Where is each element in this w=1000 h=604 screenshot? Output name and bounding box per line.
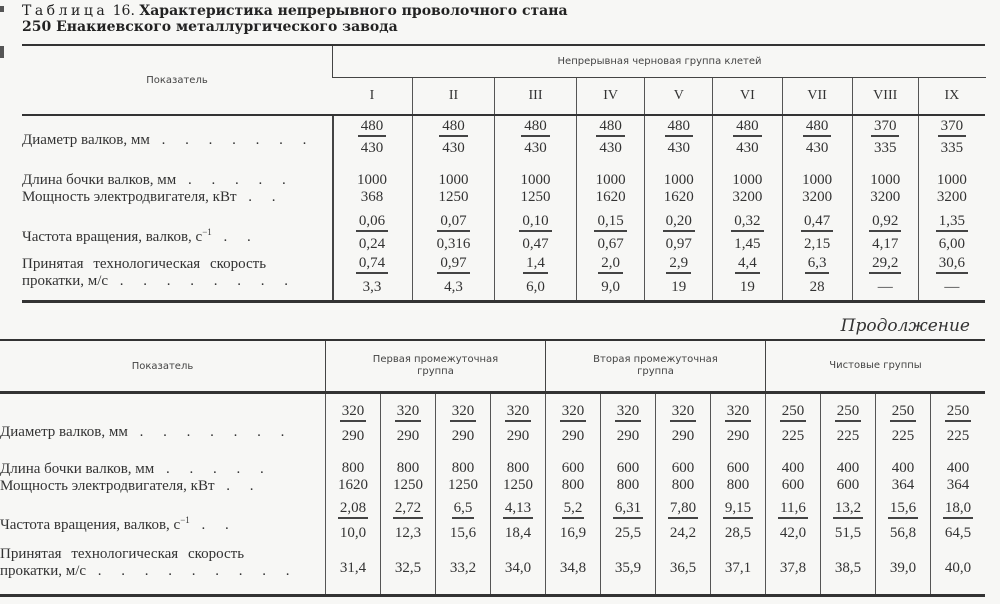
diameter-top [577, 118, 644, 135]
row-label-barrel-length: Длина бочки валков, мм . . . . . [22, 172, 294, 188]
column-header-ii: II [412, 78, 494, 114]
rotation-top [413, 213, 494, 230]
table2 [0, 341, 985, 596]
rotation-top-text: 6,31 [613, 500, 643, 519]
speed: 33,2 [449, 560, 477, 576]
value-column [930, 394, 985, 594]
motor-power: 1250 [448, 477, 478, 493]
value-column [490, 394, 545, 594]
diameter-bottom: 430 [736, 140, 759, 156]
diameter-bottom: 290 [506, 428, 530, 444]
rotation-top-text: 5,2 [562, 500, 585, 519]
table1-group-header: Непрерывная черновая группа клетей [332, 46, 986, 78]
diameter-top [766, 403, 820, 420]
diameter-top [713, 118, 781, 135]
rotation-top [931, 500, 985, 517]
value-column [380, 394, 435, 594]
group-header [545, 341, 765, 391]
rotation-top-text: 15,6 [888, 500, 918, 519]
speed-top [919, 255, 985, 272]
diameter-top-text: 320 [615, 403, 642, 422]
caption-title-line2: 250 Енакиевского металлургического завода [22, 19, 398, 35]
rotation-top [332, 213, 412, 230]
rotation-top-text: 1,35 [936, 213, 968, 232]
rotation-top-text: 4,13 [503, 500, 533, 519]
table1-bottom-rule [22, 300, 985, 303]
rotation-top [601, 500, 655, 517]
motor-power: 1620 [663, 189, 694, 205]
rotation-top-text: 0,20 [663, 213, 695, 232]
diameter-top [821, 403, 875, 420]
barrel-length: 400 [781, 460, 805, 476]
rotation-bottom: 64,5 [944, 525, 972, 541]
diameter-top-text: 480 [733, 118, 762, 137]
diameter-top-text: 370 [871, 118, 900, 137]
diameter-top-text: 320 [450, 403, 477, 422]
speed: 35,9 [614, 560, 642, 576]
diameter-top [381, 403, 435, 420]
speed: 37,8 [779, 560, 807, 576]
speed-top-text: 6,3 [805, 255, 830, 274]
speed-bottom: 19 [671, 279, 687, 295]
speed-bottom: — [877, 279, 893, 295]
speed-top [713, 255, 781, 272]
rotation-bottom: 0,67 [597, 236, 624, 252]
row-label-rotation: Частота вращения, валков, $с^{-1}$ . . [22, 227, 259, 245]
value-column [710, 394, 765, 594]
value-column [332, 116, 412, 301]
value-column [576, 116, 644, 301]
rotation-top-text: 0,06 [356, 213, 388, 232]
rotation-top [546, 500, 600, 517]
speed-bottom: 28 [809, 279, 825, 295]
speed-bottom: — [944, 279, 960, 295]
rotation-bottom: 56,8 [889, 525, 917, 541]
rotation-top-text: 13,2 [833, 500, 863, 519]
speed: 34,0 [504, 560, 532, 576]
diameter-top-text: 320 [395, 403, 422, 422]
diameter-top [491, 403, 545, 420]
motor-power: 1250 [503, 477, 533, 493]
motor-power: 368 [360, 189, 384, 205]
table2-row-labels [0, 394, 325, 594]
table2-values [325, 394, 985, 594]
motor-power: 3200 [870, 189, 901, 205]
barrel-length: 1000 [663, 172, 694, 188]
value-column [545, 394, 600, 594]
speed-bottom: 9,0 [601, 279, 620, 295]
speed-top-text: 2,9 [666, 255, 691, 274]
diameter-bottom: 430 [360, 140, 384, 156]
value-column [875, 394, 930, 594]
diameter-top [495, 118, 576, 135]
diameter-top [783, 118, 852, 135]
speed: 34,8 [559, 560, 587, 576]
diameter-bottom: 225 [891, 428, 915, 444]
group-header-line1: Чистовые группы [829, 360, 922, 371]
value-column [644, 116, 712, 301]
rotation-top [381, 500, 435, 517]
table1-row-labels [22, 116, 332, 301]
table2-group-headers [325, 341, 985, 391]
speed-top [853, 255, 918, 272]
motor-power: 600 [781, 477, 805, 493]
rotation-top-text: 6,5 [452, 500, 475, 519]
diameter-top [919, 118, 985, 135]
diameter-top-text: 250 [945, 403, 972, 422]
diameter-top-text: 480 [439, 118, 468, 137]
speed-bottom: 4,3 [444, 279, 463, 295]
speed: 39,0 [889, 560, 917, 576]
rotation-bottom: 1,45 [734, 236, 761, 252]
diameter-top-text: 480 [358, 118, 387, 137]
rotation-top-text: 18,0 [943, 500, 973, 519]
row-label-speed: Принятая технологическая скорость прокатки, м/с . . . . . . . . [22, 256, 297, 289]
table1-column-headers [332, 78, 985, 116]
diameter-top [546, 403, 600, 420]
rotation-bottom: 0,47 [522, 236, 549, 252]
barrel-length: 800 [396, 460, 420, 476]
diameter-bottom: 290 [616, 428, 640, 444]
diameter-bottom: 335 [873, 140, 897, 156]
barrel-length: 1000 [732, 172, 763, 188]
rotation-top-text: 0,15 [594, 213, 626, 232]
column-header-vii: VII [782, 78, 852, 114]
rotation-bottom: 18,4 [504, 525, 532, 541]
value-column [782, 116, 852, 301]
row-label-motor-power: Мощность электродвигателя, кВт . . [0, 478, 262, 494]
rotation-top-text: 0,32 [731, 213, 763, 232]
barrel-length: 1000 [357, 172, 387, 188]
motor-power: 800 [726, 477, 750, 493]
barrel-length: 600 [671, 460, 695, 476]
speed-top [645, 255, 712, 272]
speed-top-text: 30,6 [936, 255, 968, 274]
rotation-bottom: 0,316 [436, 236, 471, 252]
value-column [435, 394, 490, 594]
diameter-top [876, 403, 930, 420]
barrel-length: 800 [506, 460, 530, 476]
speed-top [495, 255, 576, 272]
speed-top-text: 0,97 [437, 255, 469, 274]
barrel-length: 800 [341, 460, 365, 476]
diameter-top-text: 320 [725, 403, 752, 422]
barrel-length: 1000 [438, 172, 469, 188]
diameter-top-text: 480 [665, 118, 694, 137]
rotation-top-text: 0,10 [519, 213, 551, 232]
diameter-bottom: 290 [341, 428, 365, 444]
speed: 32,5 [394, 560, 422, 576]
rotation-top-text: 0,47 [801, 213, 833, 232]
barrel-length: 1000 [870, 172, 901, 188]
speed-top-text: 1,4 [523, 255, 548, 274]
diameter-top [711, 403, 765, 420]
table2-indicator-header: Показатель [131, 360, 194, 372]
barrel-length: 400 [946, 460, 970, 476]
motor-power: 1620 [595, 189, 626, 205]
row-label-motor-power: Мощность электродвигателя, кВт . . [22, 189, 284, 205]
diameter-top [601, 403, 655, 420]
diameter-top-text: 250 [780, 403, 807, 422]
diameter-bottom: 225 [946, 428, 970, 444]
diameter-bottom: 290 [671, 428, 695, 444]
rotation-top [491, 500, 545, 517]
barrel-length: 1000 [520, 172, 551, 188]
barrel-length: 1000 [936, 172, 967, 188]
barrel-length: 400 [836, 460, 860, 476]
rotation-top [713, 213, 781, 230]
diameter-top-text: 480 [521, 118, 550, 137]
diameter-bottom: 430 [599, 140, 622, 156]
caption-number: 16. [112, 3, 135, 19]
rotation-top-text: 9,15 [723, 500, 753, 519]
column-header-iii: III [494, 78, 576, 114]
value-column [712, 116, 781, 301]
column-header-v: V [644, 78, 712, 114]
column-header-vi: VI [712, 78, 781, 114]
rotation-top [436, 500, 490, 517]
speed: 40,0 [944, 560, 972, 576]
diameter-top-text: 370 [938, 118, 967, 137]
diameter-top-text: 320 [340, 403, 367, 422]
row-label-diameter: Диаметр валков, мм . . . . . . . [22, 132, 315, 148]
column-header-ix: IX [918, 78, 985, 114]
diameter-top-text: 320 [560, 403, 587, 422]
motor-power: 3200 [936, 189, 967, 205]
column-header-iv: IV [576, 78, 644, 114]
speed: 31,4 [339, 560, 367, 576]
speed-top-text: 0,74 [356, 255, 388, 274]
diameter-bottom: 290 [396, 428, 420, 444]
rotation-top [821, 500, 875, 517]
diameter-bottom: 430 [524, 140, 547, 156]
diameter-bottom: 290 [726, 428, 750, 444]
scan-edge-mark [0, 6, 4, 12]
group-header [325, 341, 545, 391]
column-header-i: I [369, 88, 375, 103]
diameter-bottom: 430 [667, 140, 690, 156]
motor-power: 800 [671, 477, 695, 493]
caption-title-line1: Характеристика непрерывного проволочного стана [139, 3, 568, 19]
speed-bottom: 19 [739, 279, 755, 295]
diameter-top [436, 403, 490, 420]
diameter-bottom: 225 [836, 428, 860, 444]
table-caption [22, 3, 568, 35]
rotation-top-text: 2,72 [393, 500, 423, 519]
value-column [820, 394, 875, 594]
group-header-line1: Вторая промежуточная [593, 354, 718, 365]
diameter-bottom: 290 [561, 428, 585, 444]
motor-power: 1620 [338, 477, 368, 493]
motor-power: 1250 [393, 477, 423, 493]
diameter-top [931, 403, 985, 420]
value-column [600, 394, 655, 594]
speed: 37,1 [724, 560, 752, 576]
diameter-top [413, 118, 494, 135]
rotation-bottom: 4,17 [872, 236, 899, 252]
table2-bottom-rule [0, 594, 985, 597]
diameter-top [332, 118, 412, 135]
barrel-length: 400 [891, 460, 915, 476]
value-column [494, 116, 576, 301]
diameter-top-text: 320 [670, 403, 697, 422]
caption-label: Таблица [22, 3, 109, 19]
value-column [655, 394, 710, 594]
rotation-bottom: 51,5 [834, 525, 862, 541]
rotation-top [919, 213, 985, 230]
rotation-top [766, 500, 820, 517]
diameter-bottom: 225 [781, 428, 805, 444]
diameter-top-text: 480 [596, 118, 625, 137]
speed-top [783, 255, 852, 272]
rotation-top [577, 213, 644, 230]
rotation-top [853, 213, 918, 230]
diameter-top-text: 250 [835, 403, 862, 422]
speed-bottom: 3,3 [362, 279, 382, 295]
motor-power: 3200 [732, 189, 763, 205]
rotation-bottom: 0,24 [358, 236, 386, 252]
value-column [852, 116, 918, 301]
rotation-top [711, 500, 765, 517]
motor-power: 1250 [438, 189, 469, 205]
rotation-top [783, 213, 852, 230]
rotation-bottom: 25,5 [614, 525, 642, 541]
rotation-bottom: 2,15 [803, 236, 831, 252]
rotation-bottom: 15,6 [449, 525, 477, 541]
group-header-line2: группа [637, 366, 674, 377]
speed-top [413, 255, 494, 272]
rotation-top [656, 500, 710, 517]
row-label-speed: Принятая технологическая скорость прокатки, м/с . . . . . . . . . [0, 546, 298, 579]
table1 [0, 46, 985, 301]
motor-power: 800 [616, 477, 640, 493]
group-header [765, 341, 985, 391]
rotation-bottom: 12,3 [394, 525, 422, 541]
barrel-length: 600 [616, 460, 640, 476]
diameter-bottom: 335 [940, 140, 964, 156]
rotation-top-text: 7,80 [668, 500, 698, 519]
motor-power: 3200 [802, 189, 833, 205]
table1-indicator-header: Показатель [22, 46, 332, 116]
diameter-top [656, 403, 710, 420]
speed: 36,5 [669, 560, 697, 576]
speed-top-text: 2,0 [598, 255, 623, 274]
barrel-length: 1000 [802, 172, 833, 188]
speed-top [332, 255, 412, 272]
column-header-viii: VIII [852, 78, 918, 114]
rotation-bottom: 24,2 [669, 525, 697, 541]
rotation-top [876, 500, 930, 517]
speed: 38,5 [834, 560, 862, 576]
rotation-bottom: 10,0 [339, 525, 367, 541]
rotation-bottom: 28,5 [724, 525, 752, 541]
value-column [325, 394, 380, 594]
value-column [412, 116, 494, 301]
rotation-bottom: 16,9 [559, 525, 587, 541]
row-label-diameter: Диаметр валков, мм . . . . . . . [0, 424, 293, 440]
barrel-length: 600 [726, 460, 750, 476]
rotation-top-text: 0,92 [869, 213, 901, 232]
diameter-bottom: 430 [805, 140, 829, 156]
rotation-top [495, 213, 576, 230]
diameter-bottom: 430 [442, 140, 465, 156]
value-column [918, 116, 985, 301]
motor-power: 364 [891, 477, 915, 493]
rotation-top-text: 2,08 [338, 500, 368, 519]
table1-values [332, 116, 985, 301]
motor-power: 1250 [520, 189, 551, 205]
diameter-top-text: 250 [890, 403, 917, 422]
barrel-length: 1000 [595, 172, 626, 188]
group-header-line1: Первая промежуточная [372, 354, 499, 365]
diameter-top [645, 118, 712, 135]
rotation-top [645, 213, 712, 230]
diameter-top [853, 118, 918, 135]
motor-power: 600 [836, 477, 860, 493]
row-label-barrel-length: Длина бочки валков, мм . . . . . [0, 461, 272, 477]
rotation-top-text: 0,07 [437, 213, 469, 232]
group-header-line2: группа [417, 366, 454, 377]
speed-bottom: 6,0 [526, 279, 545, 295]
speed-top-text: 29,2 [869, 255, 901, 274]
diameter-top-text: 480 [803, 118, 832, 137]
speed-top-text: 4,4 [735, 255, 760, 274]
motor-power: 364 [946, 477, 970, 493]
barrel-length: 800 [451, 460, 475, 476]
diameter-top [326, 403, 380, 420]
continuation-label: Продолжение [840, 316, 970, 336]
row-label-rotation: Частота вращения, валков, $с^{-1}$ . . [0, 515, 237, 533]
value-column [765, 394, 820, 594]
diameter-top-text: 320 [505, 403, 532, 422]
speed-top [577, 255, 644, 272]
rotation-bottom: 0,97 [665, 236, 692, 252]
rotation-bottom: 42,0 [779, 525, 807, 541]
diameter-bottom: 290 [451, 428, 475, 444]
barrel-length: 600 [561, 460, 585, 476]
motor-power: 800 [561, 477, 585, 493]
rotation-top [326, 500, 380, 517]
rotation-top-text: 11,6 [778, 500, 808, 519]
rotation-bottom: 6,00 [938, 236, 966, 252]
